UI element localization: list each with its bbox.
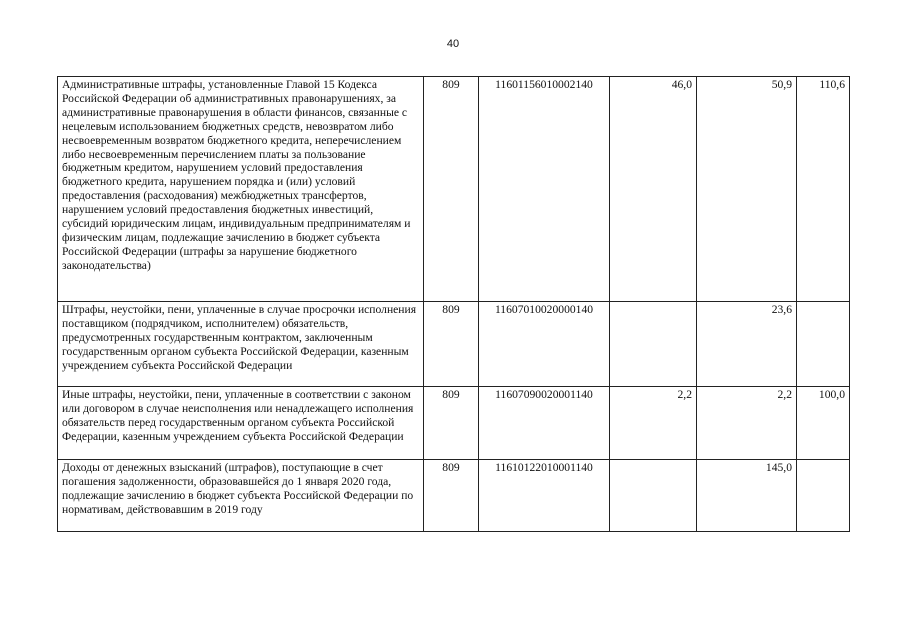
table-row	[58, 460, 850, 532]
revenue-description-cell: Доходы от денежных взысканий (штрафов), поступающие в счет погашения задолженности, образовавшейся до 1 января 2020 года, подлежащие зачислению в бюджет субъекта Российской Федерации по нормативам, действовавшим в 2019 году	[58, 460, 424, 532]
revenue-description-cell: Штрафы, неустойки, пени, уплаченные в случае просрочки исполнения поставщиком (подрядчиком, исполнителем) обязательств, предусмотренных государственным контрактом, заключенным государственным органом субъекта Российской Федерации, казенным учреждением субъекта Российской Федерации	[58, 302, 424, 387]
revenue-description-cell: Административные штрафы, установленные Главой 15 Кодекса Российской Федерации об административных правонарушениях, за административные правонарушения в области финансов, связанные с нецелевым использованием бюджетных средств, невозвратом либо несвоевременным возвратом бюджетного кредита, неперечислением либо несвоевременным перечислением платы за пользование бюджетным кредитом, нарушением условий предоставления бюджетного кредита, нарушением порядка и (или) условий предоставления (расходования) межбюджетных трансфертов, нарушением условий предоставления бюджетных инвестиций, субсидий юридическим лицам, индивидуальным предпринимателям и физическим лицам, подлежащие зачислению в бюджет субъекта Российской Федерации (штрафы за нарушение бюджетного законодательства)	[58, 77, 424, 302]
value-3-cell	[797, 460, 850, 532]
value-2-cell: 23,6	[697, 302, 797, 387]
table-row	[58, 77, 850, 302]
value-2-cell: 145,0	[697, 460, 797, 532]
admin-code-cell: 809	[424, 77, 479, 302]
value-2-cell: 2,2	[697, 387, 797, 460]
table-row	[58, 302, 850, 387]
value-2-cell: 50,9	[697, 77, 797, 302]
admin-code-cell: 809	[424, 387, 479, 460]
page-number: 40	[446, 38, 460, 50]
value-1-cell	[610, 302, 697, 387]
value-1-cell: 2,2	[610, 387, 697, 460]
value-3-cell	[797, 302, 850, 387]
kbk-code-cell: 11601156010002140	[479, 77, 610, 302]
admin-code-cell: 809	[424, 302, 479, 387]
revenue-table	[57, 76, 850, 532]
kbk-code-cell: 11607090020001140	[479, 387, 610, 460]
kbk-code-cell: 11610122010001140	[479, 460, 610, 532]
value-3-cell: 100,0	[797, 387, 850, 460]
table-row	[58, 387, 850, 460]
kbk-code-cell: 11607010020000140	[479, 302, 610, 387]
value-1-cell	[610, 460, 697, 532]
value-3-cell: 110,6	[797, 77, 850, 302]
admin-code-cell: 809	[424, 460, 479, 532]
value-1-cell: 46,0	[610, 77, 697, 302]
revenue-description-cell: Иные штрафы, неустойки, пени, уплаченные в соответствии с законом или договором в случае неисполнения или ненадлежащего исполнения обязательств перед государственным органом субъекта Российской Федерации, казенным учреждением субъекта Российской Федерации	[58, 387, 424, 460]
